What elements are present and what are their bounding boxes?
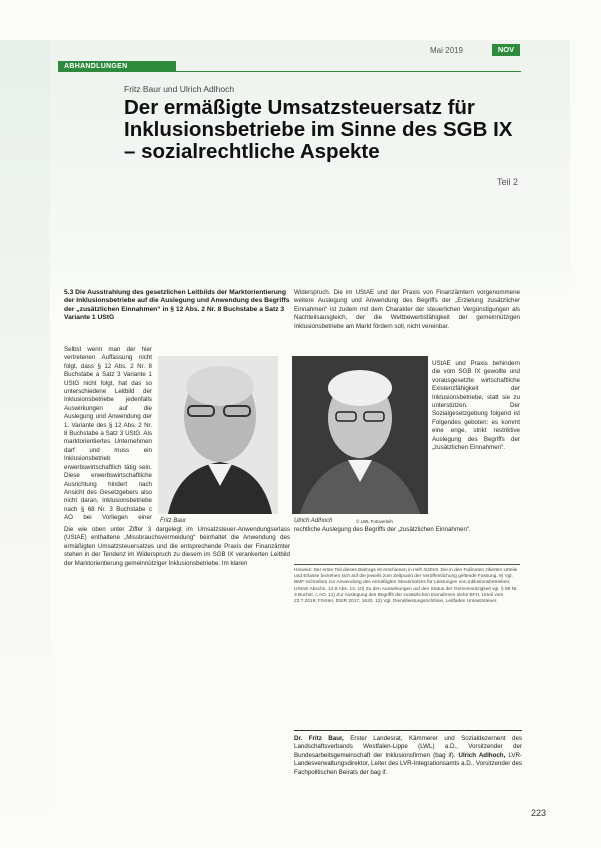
- right-paragraph-continued: rechtliche Auslegung des Begriffs der „zusätzlichen Einnahmen“.: [294, 526, 471, 533]
- footnotes: Hinweis: Der erste Teil dieses Beitrags ist erschienen in Heft 4/2019. Die in den Fußnoten zitierten Urteile und Erlasse beziehen sich auf die jeweils zum Zeitpunkt der Veröffentlichung geltende Fassung. 9) Vgl. BMF-Schreiben zur Anwendung des ermäßigten Steuersatzes für Leistungen von Inklusionsbetrieben; UStAE Abschn. 12.9 Abs. 13. 10) Zu den Auswirkungen auf den Status der Gemeinnützigkeit vgl. § 68 Nr. 3 Buchst. c AO. 11) Zur Auslegung des Begriffs der zusätzlichen Einnahmen siehe BFH, Urteil vom 23.7.2019; Förster, DStR 2017, 1620. 12) Vgl. Dienstleistungsrichtlinie, Leitfaden Umsatzsteuer.: [294, 564, 520, 605]
- author-photo-baur: [158, 356, 278, 514]
- photo-credit: © LWL Fotoverleih: [356, 519, 393, 524]
- issue-date: Mai 2019: [430, 46, 463, 55]
- bio-name-adlhoch: Ulrich Adlhoch,: [458, 751, 506, 759]
- left-paragraph-2: Die wie oben unter Ziffer 3 dargelegt im Umsatzsteuer-Anwendungserlass (UStAE) enthaltene „Missbrauchsvermeidung“ beinhaltet die Anwendung des ermäßigten Umsatzsteuersatzes und die entsprechende Praxis der Finanzämter stehen in der Tendenz im Widerspruch zu diesem im SGB IX verankerten Leitbild der Marktorientierung gemeinnütziger Inklusionsbetriebe. Im klaren: [64, 526, 290, 567]
- header-color-band: [50, 40, 570, 290]
- article-title: Der ermäßigte Umsatzsteuersatz für Inklusionsbetriebe im Sinne des SGB IX – sozialrechtliche Aspekte: [124, 96, 513, 163]
- left-column-continued: [64, 526, 290, 826]
- bio-text-adlhoch: LVR-Landesverwaltungsdirektor, Leiter des LVR-Integrationsamts a.D., Vorsitzender des Fachpolitischen Beirats der bag if.: [294, 751, 522, 776]
- portrait-image: [292, 356, 428, 514]
- right-paragraph-1: Widerspruch. Die im UStAE und der Praxis von Finanzämtern vorgenommene weitere Auslegung und Anwendung des Begriffs der „Erzielung zusätzlicher Einnahmen“ ist zudem mit dem Charakter der steuerlichen Vergünstigungen als Nachteilsausgleich, der die Wettbewerbsfähigkeit der gemeinnützigen Inklusionsbetriebe am Markt fördern soll, nicht vereinbar.: [294, 289, 520, 330]
- author-photo-adlhoch: [292, 356, 428, 514]
- page-number: 223: [531, 808, 547, 818]
- article-authors: Fritz Baur und Ulrich Adlhoch: [124, 84, 235, 94]
- journal-badge: NOV: [492, 44, 520, 56]
- right-paragraph-2: UStAE und Praxis behindern die vom SGB IX gewollte und vorausgesetzte wirtschaftliche Existenzfähigkeit der Inklusionsbetriebe, statt sie zu unterstützen. Der Sozialgesetzgebung folgend ist Folgendes geboten: es kommt eine enge, strikt restriktive Auslegung des Begriffs der „zusätzlichen Einnahmen“.: [432, 360, 520, 452]
- left-column-text: [64, 346, 152, 522]
- left-paragraph-1: Selbst wenn man der hier vertretenen Auffassung nicht folgt, dass § 12 Abs. 2 Nr. 8 Buchstabe a Satz 3 Variante 1 UStG nicht folgt, hat das so unterschiedene Leitbild der Inklusionsbetriebe jedenfalls Auswirkungen auf die Auslegung und Anwendung der 1. Variante des § 12 Abs. 2 Nr. 8 Buchstabe a Satz 3 UStG. Als marktorientiertes Unternehmen darf und muss ein Inklusionsbetrieb erwerbswirtschaftlich tätig sein. Diese erwerbswirtschaftliche Ausrichtung hindert nach Ansicht des Gesetzgebers also nicht daran, Inklusionsbetriebe nach § 68 Nr. 3 Buchstabe c AO bei Vorliegen einer: [64, 346, 152, 522]
- section-label: ABHANDLUNGEN: [58, 61, 176, 72]
- right-column-narrow: [432, 360, 520, 520]
- right-column-top: [294, 289, 520, 357]
- photo-caption-baur: Fritz Baur: [160, 518, 187, 524]
- article-part: Teil 2: [497, 177, 519, 187]
- bio-text-baur: Erster Landesrat, Kämmerer und Sozialdezernent des Landschaftsverbands Westfalen-Lippe (LWL) a.D., Vorsitzender der Bundesarbeitsgemeinschaft der Inklusionsfirmen (bag if).: [294, 735, 522, 759]
- section-heading: 5.3 Die Ausstrahlung des gesetzlichen Leitbilds der Marktorientierung der Inklusionsbetriebe auf die Auslegung und Anwendung des Begriffs der „zusätzlichen Einnahmen“ in § 12 Abs. 2 Nr. 8 Buchstabe a Satz 3 Variante 1 UStG: [64, 289, 290, 322]
- section-rule: [58, 71, 521, 72]
- portrait-image: [158, 356, 278, 514]
- photo-caption-adlhoch: Ulrich Adlhoch: [294, 518, 333, 524]
- author-bio: [294, 730, 522, 777]
- bio-name-baur: Dr. Fritz Baur,: [294, 735, 344, 742]
- side-color-band: [0, 40, 50, 840]
- right-column-bottom: [294, 526, 520, 560]
